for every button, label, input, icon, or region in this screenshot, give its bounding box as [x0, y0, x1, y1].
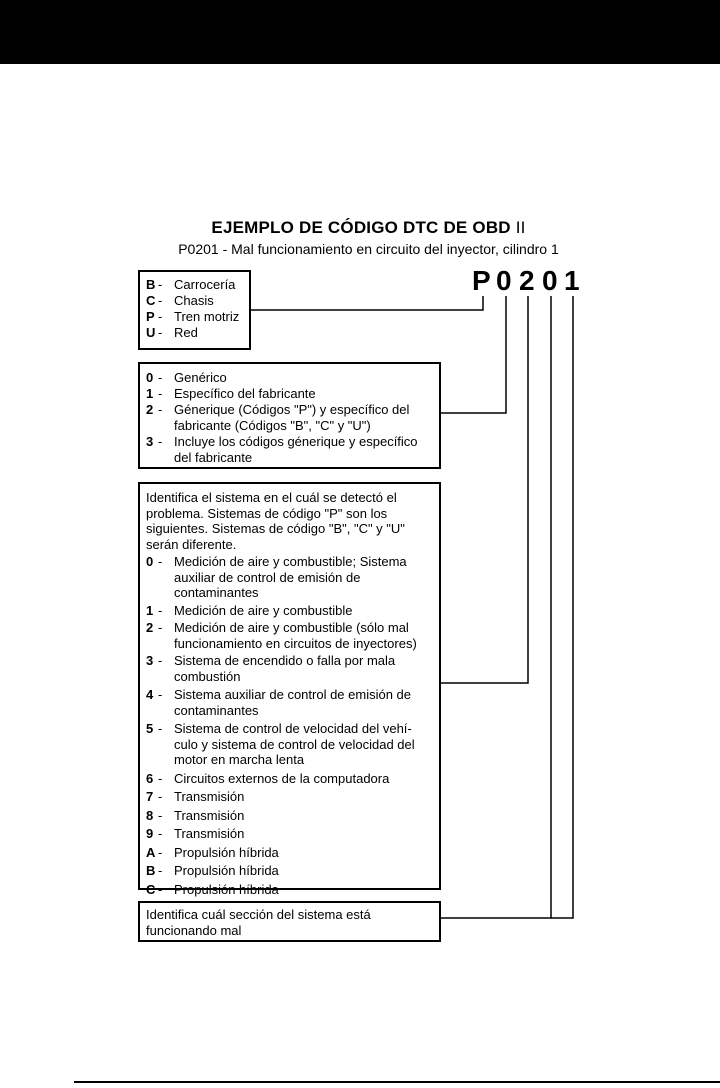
list-item: 6 - Circuitos externos de la computadora — [146, 770, 390, 786]
list-item: B - Propulsión híbrida — [146, 863, 279, 878]
connector-p — [250, 296, 483, 310]
list-item: 3 - Sistema de encendido o falla por mala combustión — [146, 653, 396, 684]
diagram-subtitle: P0201 - Mal funcionamiento en circuito del inyector, cilindro 1 — [178, 241, 559, 257]
list-item: 5 - Sistema de control de velocidad del vehí-culo y sistema de control de velocidad del motor en marcha lenta — [146, 721, 415, 767]
subsystem-box — [138, 482, 441, 897]
subsystem-intro: Identifica el sistema en el cuál se detectó el problema. Sistemas de código "P" son los siguientes. Sistemas de código "B", "C" y "U" serán diferente. — [146, 490, 405, 552]
list-item: P - Tren motriz — [146, 309, 240, 324]
code-char-section-1: 0 — [542, 265, 558, 296]
connector-1 — [551, 296, 573, 918]
list-item: A - Propulsión híbrida — [146, 844, 279, 860]
code-char-section-2: 1 — [564, 265, 580, 296]
list-item: 9 - Transmisión — [146, 826, 245, 841]
code-char-subsystem: 2 — [519, 265, 535, 296]
code-char-type: 0 — [496, 265, 512, 296]
list-item: C - Propulsión híbrida — [146, 881, 279, 897]
list-item: 8 - Transmisión — [146, 807, 245, 823]
title-main: EJEMPLO DE CÓDIGO DTC DE OBD — [211, 218, 511, 237]
system-type-box — [138, 270, 251, 350]
list-item: 1 - Medición de aire y combustible — [146, 602, 353, 618]
list-item: 2 - Génerique (Códigos "P") y específico del fabricante (Códigos "B", "C" y "U") — [146, 402, 410, 433]
footer-rule — [74, 1081, 720, 1083]
list-item: 4 - Sistema auxiliar de control de emisión de contaminantes — [146, 687, 412, 718]
connector-2 — [440, 296, 528, 683]
section-box — [138, 901, 441, 942]
list-item: B - Carrocería — [146, 277, 236, 292]
list-item: 0 - Genérico — [146, 370, 227, 385]
section-text: Identifica cuál sección del sistema está funcionando mal — [146, 907, 371, 938]
code-char-system: P — [472, 265, 491, 296]
connector-0 — [440, 296, 506, 413]
list-item: 1 - Específico del fabricante — [146, 386, 316, 401]
list-item: 7 - Transmisión — [146, 789, 245, 804]
list-item: 3 - Incluye los códigos génerique y específico del fabricante — [146, 434, 418, 465]
code-type-box — [138, 362, 441, 469]
title-suffix: II — [515, 218, 526, 237]
list-item: 2 - Medición de aire y combustible (sólo mal funcionamiento en circuitos de inyectores) — [146, 620, 417, 651]
list-item: C - Chasis — [146, 293, 214, 308]
list-item: U - Red — [146, 325, 198, 340]
connector-0b — [440, 296, 551, 918]
list-item: 0 - Medición de aire y combustible; Sistema auxiliar de control de emisión de contaminantes — [146, 554, 407, 600]
